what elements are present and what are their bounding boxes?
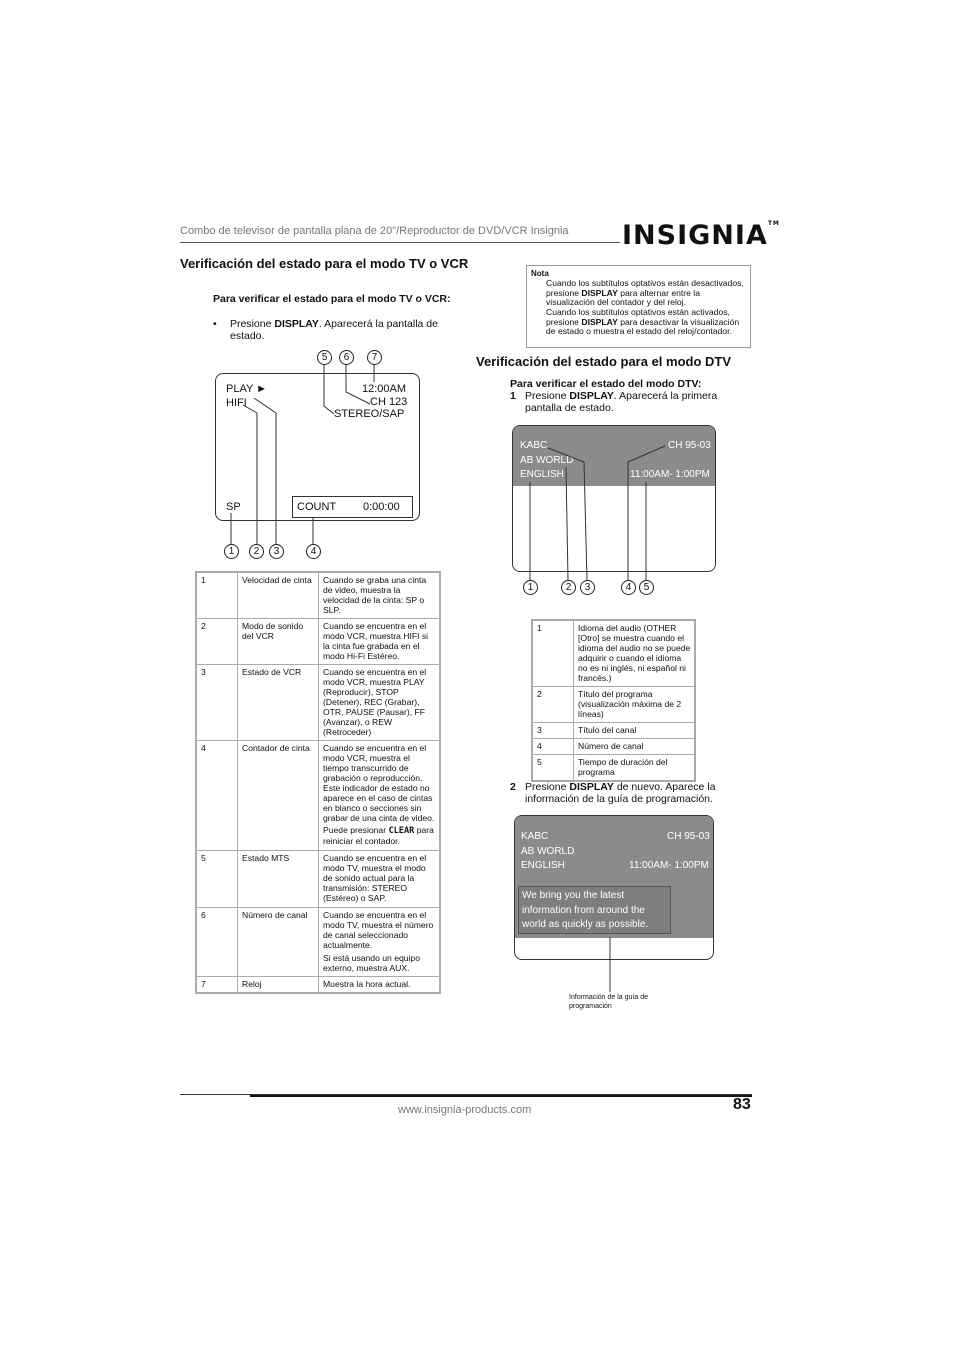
page-number: 83 bbox=[733, 1096, 751, 1113]
dtv2-language: ENGLISH bbox=[521, 860, 565, 871]
note-bold: DISPLAY bbox=[581, 316, 618, 327]
screen-hifi: HIFI bbox=[226, 397, 247, 409]
row-num: 1 bbox=[196, 572, 238, 619]
row-num: 3 bbox=[532, 723, 574, 739]
row-desc-2: Si está usando un equipo externo, muestra AUX. bbox=[323, 953, 420, 973]
procedure-title-tv-vcr: Para verificar el estado para el modo TV o VCR: bbox=[213, 293, 451, 305]
screen-stereo: STEREO/SAP bbox=[334, 408, 405, 420]
section-heading-tv-vcr: Verificación del estado para el modo TV o VCR bbox=[180, 256, 469, 271]
screen-sp: SP bbox=[226, 501, 241, 513]
row-num: 2 bbox=[196, 619, 238, 665]
callout-6: 6 bbox=[339, 350, 354, 365]
step-bold: DISPLAY bbox=[274, 318, 319, 330]
dtv1-time: 11:00AM- 1:00PM bbox=[630, 469, 710, 480]
dtv1-language: ENGLISH bbox=[520, 469, 564, 480]
callout-2: 2 bbox=[249, 544, 264, 559]
step-2-number: 2 bbox=[510, 781, 516, 793]
dtv1-program: AB WORLD bbox=[520, 455, 574, 466]
row-num: 1 bbox=[532, 620, 574, 687]
row-desc: Muestra la hora actual. bbox=[319, 977, 441, 994]
callout-3: 3 bbox=[269, 544, 284, 559]
procedure-title-dtv: Para verificar el estado del modo DTV: bbox=[510, 378, 702, 390]
dtv2-program: AB WORLD bbox=[521, 846, 575, 857]
row-name: Estado MTS bbox=[238, 851, 319, 908]
row-desc: Cuando se encuentra en el modo TV, muestra el modo de sonido actual para la transmisión: STEREO (Estéreo) o SAP. bbox=[319, 851, 441, 908]
row-desc: Cuando se graba una cinta de video, muestra la velocidad de la cinta: SP o SLP. bbox=[319, 572, 441, 619]
bullet: • bbox=[213, 318, 217, 330]
row-num: 5 bbox=[532, 755, 574, 782]
dtv-callout-3: 3 bbox=[580, 580, 595, 595]
note-bold: DISPLAY bbox=[581, 287, 618, 298]
step-text-post: . Aparecerá la primera pantalla de estado. bbox=[525, 390, 718, 414]
screen-count-label: COUNT bbox=[297, 501, 337, 513]
desc2-pre: Puede presionar bbox=[323, 825, 389, 835]
row-num: 2 bbox=[532, 687, 574, 723]
note-title: Nota bbox=[531, 269, 549, 278]
step-text-post: de nuevo. Aparece la información de la guía de programación. bbox=[525, 781, 716, 805]
row-num: 7 bbox=[196, 977, 238, 994]
row-num: 3 bbox=[196, 665, 238, 741]
step-text: Presione bbox=[525, 781, 570, 793]
callout-4: 4 bbox=[306, 544, 321, 559]
note-text-post: para alternar entre la visualización del contador y del reloj. bbox=[546, 287, 700, 307]
trademark: TM bbox=[767, 220, 780, 227]
dtv-callout-5: 5 bbox=[639, 580, 654, 595]
row-name: Reloj bbox=[238, 977, 319, 994]
dtv-callout-1: 1 bbox=[523, 580, 538, 595]
dtv-callout-2: 2 bbox=[561, 580, 576, 595]
dtv1-channel: CH 95-03 bbox=[668, 440, 711, 451]
callout-5: 5 bbox=[317, 350, 332, 365]
dtv2-time: 11:00AM- 1:00PM bbox=[629, 860, 709, 871]
screen-time: 12:00AM bbox=[362, 383, 407, 395]
row-desc: Título del canal bbox=[574, 723, 696, 739]
note-text-post: para desactivar la visualización de estado o muestra el estado del reloj/contador. bbox=[546, 316, 740, 336]
row-desc: Tiempo de duración del programa bbox=[574, 755, 696, 782]
callout-1: 1 bbox=[224, 544, 239, 559]
desc2-post: para reiniciar el contador. bbox=[323, 825, 434, 846]
step-bold: DISPLAY bbox=[569, 390, 614, 402]
row-desc: Idioma del audio (OTHER [Otro] se muestra cuando el idioma del audio no se puede adquirir o cuando el idioma no es ni inglés, ni español ni francés.) bbox=[574, 620, 696, 687]
row-desc: Cuando se encuentra en el modo VCR, muestra el tiempo transcurrido de grabación o reproducción. Este indicador de estado no aparece en el caso de cintas en blanco o secciones sin grabar de una cinta de video. bbox=[323, 743, 435, 823]
row-desc: Cuando se encuentra en el modo VCR, muestra HIFI si la cinta fue grabada en el modo Hi-Fi Estéreo. bbox=[319, 619, 441, 665]
row-num: 5 bbox=[196, 851, 238, 908]
guide-caption: Información de la guía de programación bbox=[569, 994, 648, 1010]
dtv2-station: KABC bbox=[521, 831, 549, 842]
row-desc: Título del programa (visualización máxima de 2 líneas) bbox=[574, 687, 696, 723]
screen-count-value: 0:00:00 bbox=[363, 501, 400, 513]
row-desc: Cuando se encuentra en el modo VCR, muestra PLAY (Reproducir), STOP (Detener), REC (Grabar), OTR, PAUSE (Pausar), FF (Avanzar), o REW (Retroceder) bbox=[319, 665, 441, 741]
row-name: Número de canal bbox=[238, 908, 319, 977]
dtv-callout-4: 4 bbox=[621, 580, 636, 595]
screen-play: PLAY ► bbox=[226, 383, 268, 395]
footer-rule-thick bbox=[250, 1095, 752, 1097]
dtv2-channel: CH 95-03 bbox=[667, 831, 710, 842]
row-num: 4 bbox=[196, 741, 238, 851]
footer-url: www.insignia-products.com bbox=[398, 1104, 532, 1116]
logo-text: INSIGNIA bbox=[622, 220, 768, 251]
step-1-number: 1 bbox=[510, 390, 516, 402]
callout-7: 7 bbox=[367, 350, 382, 365]
row-desc: Número de canal bbox=[574, 739, 696, 755]
step-text-post: . Aparecerá la pantalla de estado. bbox=[230, 318, 438, 342]
program-guide-text: We bring you the latest information from around the world as quickly as possible. bbox=[518, 886, 671, 934]
row-num: 4 bbox=[532, 739, 574, 755]
dtv1-station: KABC bbox=[520, 440, 548, 451]
section-heading-dtv: Verificación del estado para el modo DTV bbox=[476, 354, 732, 369]
note-text: Cuando los subtítulos optativos están desactivados, presione bbox=[546, 278, 744, 298]
desc2-bold: CLEAR bbox=[388, 826, 415, 836]
step-bold: DISPLAY bbox=[569, 781, 614, 793]
step-text: Presione bbox=[525, 390, 570, 402]
screen-channel: CH 123 bbox=[370, 396, 408, 408]
row-num: 6 bbox=[196, 908, 238, 977]
row-name: Modo de sonido del VCR bbox=[238, 619, 319, 665]
running-header: Combo de televisor de pantalla plana de 20"/Reproductor de DVD/VCR Insignia bbox=[180, 225, 569, 237]
note-text: Cuando los subtítulos optativos están activados, presione bbox=[546, 307, 730, 327]
row-name: Contador de cinta bbox=[238, 741, 319, 851]
row-desc: Cuando se encuentra en el modo TV, muestra el número de canal seleccionado actualmente. bbox=[323, 910, 434, 950]
row-name: Velocidad de cinta bbox=[238, 572, 319, 619]
step-text: Presione bbox=[230, 318, 275, 330]
row-name: Estado de VCR bbox=[238, 665, 319, 741]
